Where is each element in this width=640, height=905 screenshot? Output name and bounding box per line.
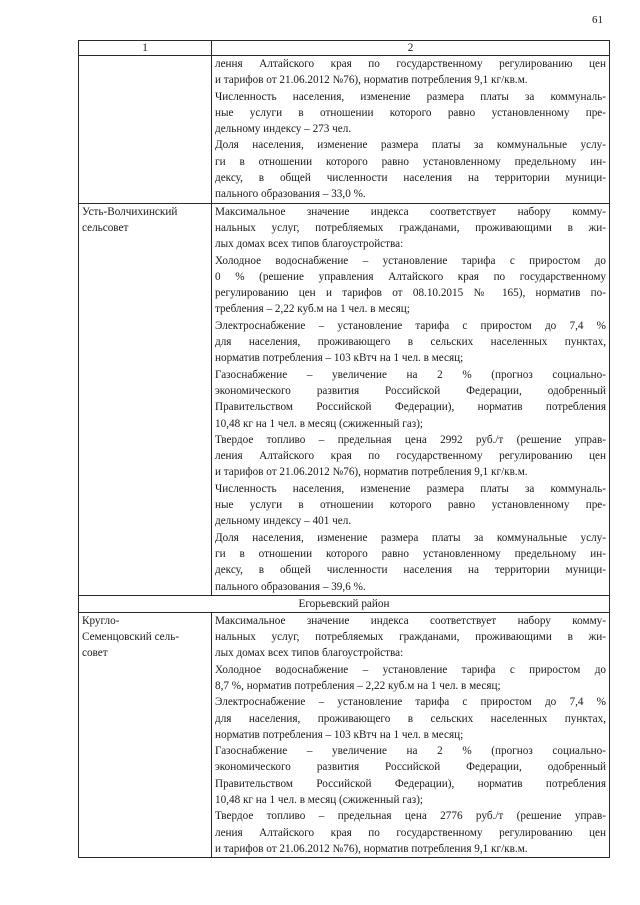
text-line: нальных услуг, потребляемых гражданами, проживающими в жи- (215, 221, 606, 234)
text-line: требления – 2,22 куб.м на 1 чел. в месяц; (215, 303, 410, 316)
municipality-name-cell (79, 203, 212, 595)
text-line: ления Алтайского края по государственному регулированию цен (215, 450, 606, 463)
page-number: 61 (592, 14, 603, 26)
paragraph (215, 89, 606, 138)
text-line: нальных услуг, потребляемых гражданами, проживающими в жи- (215, 631, 606, 644)
text-line: экономического развития Российской Федерации, одобренный (215, 761, 606, 774)
text-line: Электроснабжение – установление тарифа с приростом до 7,4 % (215, 696, 606, 709)
paragraph (215, 204, 606, 253)
paragraph (215, 694, 606, 743)
text-line: лых домах всех типов благоустройства: (215, 238, 404, 251)
municipality-name-line: Усть-Волчихинский (82, 205, 178, 218)
text-line: Максимальное значение индекса соответствует набору комму- (215, 205, 606, 218)
text-line: Газоснабжение – увеличение на 2 % (прогноз социально- (215, 368, 606, 381)
text-line: Твердое топливо – предельная цена 2776 руб./т (решение управ- (215, 810, 606, 823)
text-line: Максимальное значение индекса соответствует набору комму- (215, 614, 606, 627)
text-line: Правительством Российской Федерации), норматив потребления (215, 401, 606, 414)
table-header-row (79, 41, 610, 56)
text-line: и тарифов от 21.06.2012 №76), норматив потребления 9,1 кг/кв.м. (215, 842, 528, 855)
paragraph (215, 137, 606, 202)
text-line: Доля населения, изменение размера платы за коммунальные услу- (215, 139, 606, 152)
text-line: лення Алтайского края по государственному регулированию цен (215, 58, 606, 70)
municipality-name-line: Кругло- (82, 614, 120, 627)
text-line: дельному индексу – 401 чел. (215, 515, 352, 528)
paragraph (215, 367, 606, 432)
text-line: и тарифов от 21.06.2012 №76), норматив потребления 9,1 кг/кв.м. (215, 74, 528, 87)
table-row-ust-volchikha (79, 203, 610, 595)
text-line: ные услуги в отношении которого равно установленному пре- (215, 106, 606, 119)
paragraph (215, 530, 606, 595)
text-line: Доля населения, изменение размера платы за коммунальные услу- (215, 531, 606, 544)
paragraph (215, 613, 606, 662)
text-line: для населения, проживающего в сельских населенных пунктах, (215, 336, 606, 349)
paragraph (215, 253, 606, 318)
table-row-continued (79, 56, 610, 204)
text-line: 8,7 %, норматив потребления – 2,22 куб.м на 1 чел. в месяц; (215, 679, 501, 692)
text-line: ги в отношении которого равно установленному предельному ин- (215, 155, 606, 168)
column-header-2: 2 (212, 41, 610, 56)
text-line: Газоснабжение – увеличение на 2 % (прогноз социально- (215, 745, 606, 758)
paragraph (215, 743, 606, 808)
region-title: Егорьевский район (79, 595, 610, 612)
text-line: Численность населения, изменение размера платы за коммуналь- (215, 90, 606, 103)
text-line: пального образования – 33,0 %. (215, 188, 366, 201)
text-line: Численность населения, изменение размера платы за коммуналь- (215, 482, 606, 495)
paragraph (215, 481, 606, 530)
text-line: Холодное водоснабжение – установление тарифа с приростом до (215, 254, 606, 267)
text-line: и тарифов от 21.06.2012 №76), норматив потребления 9,1 кг/кв.м. (215, 466, 528, 479)
municipality-name-line: совет (82, 647, 108, 660)
text-line: норматив потребления – 103 кВтч на 1 чел. в месяц; (215, 352, 464, 365)
text-line: Холодное водоснабжение – установление тарифа с приростом до (215, 663, 606, 676)
municipality-name-line: Семенцовский сель- (82, 631, 180, 644)
text-line: дексу, в общей численности населения на территории муници- (215, 172, 606, 185)
text-line: Правительством Российской Федерации), норматив потребления (215, 777, 606, 790)
municipality-name-cell (79, 56, 212, 204)
table-row-kruglo-semencovskiy (79, 612, 610, 857)
paragraph (215, 318, 606, 367)
text-line: ги в отношении которого равно установленному предельному ин- (215, 547, 606, 560)
text-line: ные услуги в отношении которого равно установленному пре- (215, 499, 606, 512)
text-line: для населения, проживающего в сельских населенных пунктах, (215, 712, 606, 725)
description-cell (212, 612, 610, 857)
text-line: лых домах всех типов благоустройства: (215, 647, 404, 660)
text-line: ления Алтайского края по государственному регулированию цен (215, 826, 606, 839)
column-header-1: 1 (79, 41, 212, 56)
text-line: 0 % (решение управления Алтайского края по государственному (215, 270, 606, 283)
indices-table (78, 40, 610, 858)
text-line: экономического развития Российской Федерации, одобренный (215, 384, 606, 397)
text-line: 10,48 кг на 1 чел. в месяц (сжиженный газ); (215, 794, 424, 807)
text-line: дельному индексу – 273 чел. (215, 123, 352, 136)
paragraph (215, 808, 606, 857)
description-cell (212, 56, 610, 204)
paragraph (215, 662, 606, 695)
text-line: пального образования – 39,6 %. (215, 580, 366, 593)
municipality-name-line: сельсовет (82, 221, 129, 234)
region-row (79, 595, 610, 612)
text-line: Электроснабжение – установление тарифа с приростом до 7,4 % (215, 319, 606, 332)
text-line: Твердое топливо – предельная цена 2992 руб./т (решение управ- (215, 433, 606, 446)
text-line: норматив потребления – 103 кВтч на 1 чел. в месяц; (215, 728, 464, 741)
paragraph (215, 56, 606, 89)
paragraph (215, 432, 606, 481)
text-line: регулированию цен и тарифов от 08.10.2015 № 165), норматив по- (215, 287, 606, 300)
description-cell (212, 203, 610, 595)
text-line: 10,48 кг на 1 чел. в месяц (сжиженный газ); (215, 417, 424, 430)
text-line: дексу, в общей численности населения на территории муници- (215, 564, 606, 577)
municipality-name-cell (79, 612, 212, 857)
